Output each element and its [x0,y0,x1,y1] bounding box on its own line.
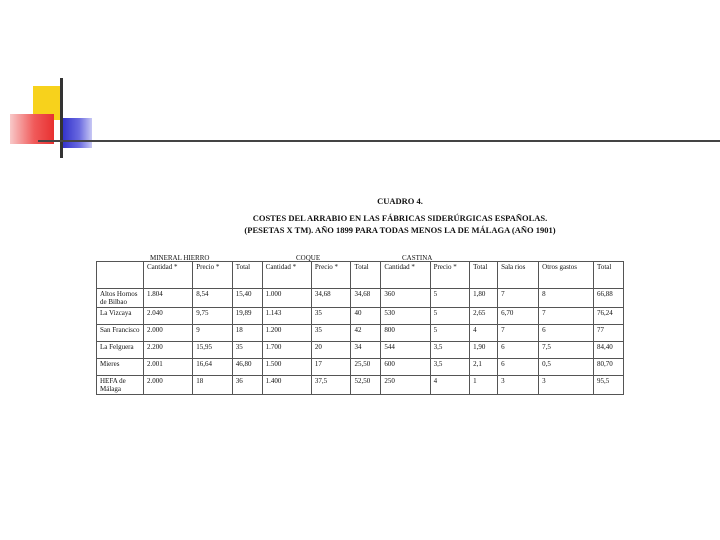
table-cell: 34,68 [311,289,351,308]
table-cell: 34,68 [351,289,381,308]
table-cell: 544 [381,342,430,359]
table-cell: 9 [193,325,233,342]
header-cell: Cantidad * [381,262,430,289]
table-cell: 34 [351,342,381,359]
cost-table [96,261,624,395]
header-cell: Cantidad * [262,262,311,289]
table-cell: 1.804 [144,289,193,308]
table-cell: 1,90 [470,342,498,359]
table-cell: 76,24 [594,308,624,325]
header-cell: Otros gastos [539,262,594,289]
table-cell: 1,80 [470,289,498,308]
table-cell: 8,54 [193,289,233,308]
header-row [97,262,624,289]
table-cell: 5 [430,308,470,325]
table-cell: 52,50 [351,376,381,395]
table-cell: 1.500 [262,359,311,376]
table-cell: 2,65 [470,308,498,325]
table-cell: 2.000 [144,376,193,395]
table-row [97,376,624,395]
table-cell: 4 [430,376,470,395]
table-cell: 19,89 [232,308,262,325]
table-cell: 1.143 [262,308,311,325]
table-cell: 6,70 [498,308,539,325]
table-cell: 4 [470,325,498,342]
table-row [97,289,624,308]
row-label: Mieres [97,359,144,376]
table-cell: 600 [381,359,430,376]
table-cell: 18 [193,376,233,395]
table-cell: 2.040 [144,308,193,325]
table-cell: 25,50 [351,359,381,376]
table-cell: 95,5 [594,376,624,395]
table-cell: 1.400 [262,376,311,395]
table-subtitle: (PESETAS X TM). AÑO 1899 PARA TODAS MENOS LA DE MÁLAGA (AÑO 1901) [244,225,556,235]
table-cell: 530 [381,308,430,325]
group-label-coque: COQUE [296,254,321,262]
table-cell: 18 [232,325,262,342]
table-cell: 35 [311,325,351,342]
header-cell: Sala rios [498,262,539,289]
table-cell: 40 [351,308,381,325]
row-label: La Felguera [97,342,144,359]
header-cell: Cantidad * [144,262,193,289]
table-row [97,359,624,376]
table-title: COSTES DEL ARRABIO EN LAS FÁBRICAS SIDERÚRGICAS ESPAÑOLAS. [252,213,548,223]
table-cell: 1.700 [262,342,311,359]
table-cell: 2.000 [144,325,193,342]
table-cell: 2.001 [144,359,193,376]
table-cell: 66,88 [594,289,624,308]
table-cell: 35 [232,342,262,359]
table-cell: 6 [498,359,539,376]
table-row [97,342,624,359]
table-cell: 7 [539,308,594,325]
header-cell: Total [351,262,381,289]
table-cell: 1 [470,376,498,395]
header-cell: Total [594,262,624,289]
header-cell: Precio * [311,262,351,289]
table-number: CUADRO 4. [377,196,423,206]
table-cell: 7,5 [539,342,594,359]
table-row [97,308,624,325]
table-cell: 15,40 [232,289,262,308]
table-cell: 250 [381,376,430,395]
table-cell: 46,80 [232,359,262,376]
table-cell: 5 [430,289,470,308]
table-cell: 42 [351,325,381,342]
table-cell: 84,40 [594,342,624,359]
table-cell: 35 [311,308,351,325]
table-cell: 7 [498,325,539,342]
decorative-horizontal-line [38,140,720,142]
table-cell: 15,95 [193,342,233,359]
group-label-mineral: MINERAL HIERRO [150,254,210,262]
table-cell: 3 [539,376,594,395]
table-cell: 3,5 [430,359,470,376]
table-cell: 1.000 [262,289,311,308]
table-cell: 17 [311,359,351,376]
table-cell: 2,1 [470,359,498,376]
table-cell: 7 [498,289,539,308]
table-cell: 37,5 [311,376,351,395]
table-cell: 6 [539,325,594,342]
row-label: Altos Hornos de Bilbao [97,289,144,308]
table-cell: 9,75 [193,308,233,325]
header-cell: Total [232,262,262,289]
row-label: San Francisco [97,325,144,342]
decorative-vertical-line [60,78,63,158]
decorative-blue-square [60,118,92,148]
table-cell: 20 [311,342,351,359]
row-label: HEFA de Málaga [97,376,144,395]
table-row [97,325,624,342]
table-cell: 3,5 [430,342,470,359]
header-cell: Precio * [193,262,233,289]
table-cell: 36 [232,376,262,395]
table-cell: 2.200 [144,342,193,359]
table-cell: 1.200 [262,325,311,342]
header-cell [97,262,144,289]
table-cell: 80,70 [594,359,624,376]
table-cell: 77 [594,325,624,342]
table-cell: 8 [539,289,594,308]
table-cell: 800 [381,325,430,342]
table-cell: 5 [430,325,470,342]
row-label: La Vizcaya [97,308,144,325]
header-cell: Total [470,262,498,289]
table-cell: 360 [381,289,430,308]
table-cell: 16,64 [193,359,233,376]
table-cell: 3 [498,376,539,395]
table-cell: 0,5 [539,359,594,376]
group-label-castina: CASTINA [402,254,433,262]
table-cell: 6 [498,342,539,359]
header-cell: Precio * [430,262,470,289]
